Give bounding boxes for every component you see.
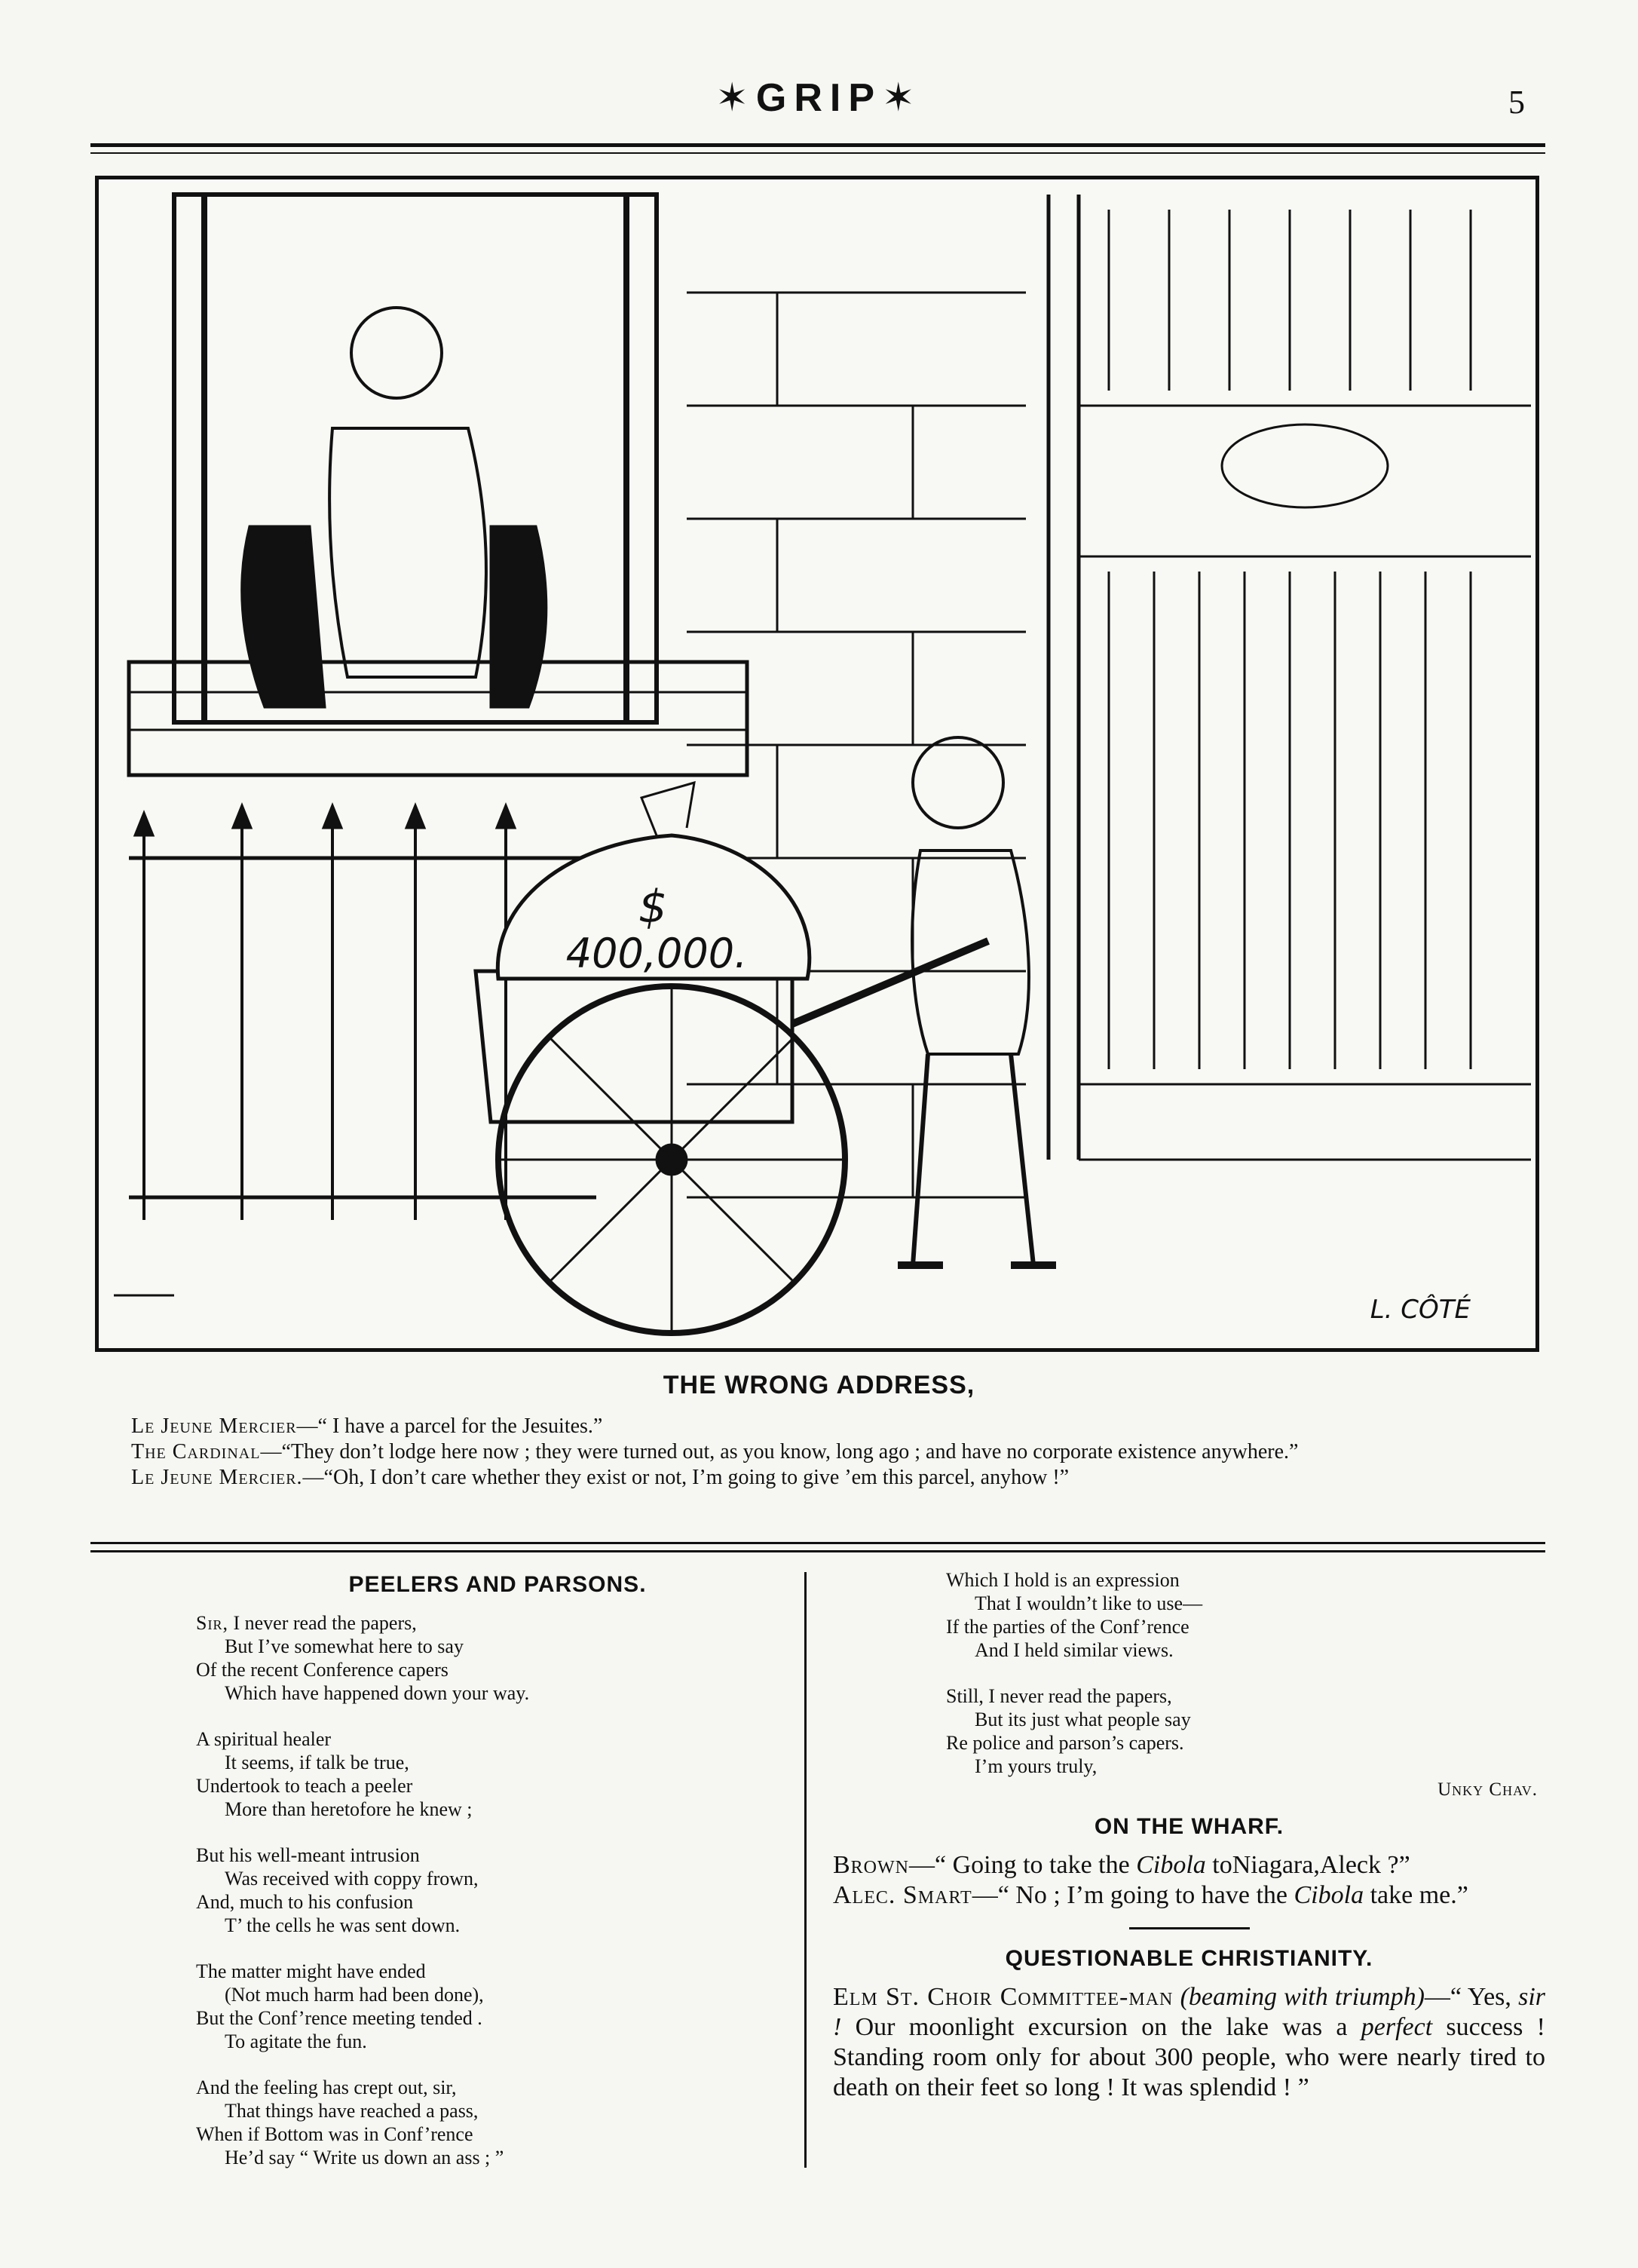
poem-stanza: [946, 1568, 1545, 1662]
masthead-rule-bottom: [90, 152, 1545, 154]
poem-line: (Not much harm had been done),: [225, 1984, 484, 2006]
dialogue-line: [83, 1465, 1560, 1491]
poem-stanza: [196, 1960, 799, 2053]
dialogue-text: —“ I have a parcel for the Jesuites.”: [296, 1414, 603, 1438]
wharf-speaker: Brown: [833, 1851, 910, 1879]
poem-line: But I’ve somewhat here to say: [225, 1635, 464, 1657]
masthead-title: ✶GRIP✶: [715, 76, 923, 120]
poem-line: It seems, if talk be true,: [225, 1752, 409, 1773]
poem-line: But the Conf’rence meeting tended .: [196, 2007, 482, 2029]
poem-line: Which I hold is an expression: [946, 1569, 1180, 1591]
bag-amount: 400,000.: [565, 930, 748, 977]
poem-line: That things have reached a pass,: [225, 2100, 479, 2122]
cartoon-caption-title: THE WRONG ADDRESS,: [663, 1371, 975, 1399]
cartoon-drawing: [99, 179, 1535, 1348]
wharf-text: —“ Going to take the: [909, 1851, 1137, 1879]
poem-stanza: [196, 1611, 799, 1705]
poem-line: And the feeling has crept out, sir,: [196, 2076, 457, 2098]
christianity-emphasis: perfect: [1361, 2013, 1433, 2041]
poem-line: And, much to his confusion: [196, 1891, 414, 1913]
poem-line: I’m yours truly,: [975, 1755, 1098, 1777]
cartoon-dialogue: [83, 1414, 1560, 1491]
christianity-text: [833, 1982, 1545, 2103]
artist-signature: L. CÔTÉ: [1370, 1295, 1471, 1325]
left-column: [196, 1572, 799, 2192]
poem-line: More than heretofore he knew ;: [225, 1798, 473, 1820]
wharf-ship-name: Cibola: [1136, 1851, 1206, 1879]
poem-stanza: [196, 1844, 799, 1937]
poem-stanza: [196, 2076, 799, 2169]
wharf-line: [833, 1850, 1545, 1880]
wharf-text: take me.”: [1364, 1881, 1468, 1909]
christianity-part: success ! Standing room only for about 300 people, who were nearly tired to death on their feet so long ! It was splendid ! ”: [833, 2013, 1545, 2101]
poem-line: But its just what people say: [975, 1709, 1191, 1730]
wharf-text: toNiagara,Aleck ?”: [1205, 1851, 1410, 1879]
section-divider: [1129, 1927, 1250, 1929]
dialogue-line: [83, 1439, 1560, 1465]
poem-line: Was received with coppy frown,: [225, 1868, 479, 1889]
cartoon-illustration: [95, 176, 1539, 1352]
bag-dollar-sign: $: [638, 881, 668, 933]
poem-line: Undertook to teach a peeler: [196, 1775, 413, 1797]
dialogue-text: —“Oh, I don’t care whether they exist or not, I’m going to give ’em this parcel, anyhow !”: [302, 1466, 1070, 1489]
poem-title: PEELERS AND PARSONS.: [348, 1572, 647, 1597]
dialogue-speaker: The Cardinal: [131, 1440, 261, 1463]
christianity-speaker: Elm St. Choir Committee-man: [833, 1983, 1174, 2011]
dialogue-text: —“They don’t lodge here now ; they were turned out, as you know, long ago ; and have no corporate existence anywhere.”: [260, 1440, 1299, 1463]
poem-line: And I held similar views.: [975, 1639, 1174, 1661]
poem-stanza: [946, 1684, 1545, 1778]
christianity-part: —“ Yes,: [1424, 1983, 1519, 2011]
section-rule-top: [90, 1542, 1545, 1544]
wharf-title: ON THE WHARF.: [1094, 1814, 1284, 1839]
poem-line: Still, I never read the papers,: [946, 1685, 1172, 1707]
poem-line: The matter might have ended: [196, 1960, 426, 1982]
masthead-rule-top: [90, 143, 1545, 147]
poem-line: When if Bottom was in Conf’rence: [196, 2123, 473, 2145]
poem-line: If the parties of the Conf’rence: [946, 1616, 1189, 1638]
poem-line: That I wouldn’t like to use—: [975, 1592, 1203, 1614]
poem-line: To agitate the fun.: [225, 2030, 367, 2052]
christianity-emphasis: sir !: [833, 1983, 1546, 2041]
page-number: 5: [1508, 84, 1525, 121]
poem-line: He’d say “ Write us down an ass ; ”: [225, 2147, 504, 2168]
wharf-text: —“ No ; I’m going to have the: [972, 1881, 1294, 1909]
dialogue-speaker: Le Jeune Mercier: [131, 1414, 297, 1438]
poem-signature: Unky Chav.: [1437, 1779, 1538, 1800]
column-divider: [804, 1572, 807, 2168]
poem-line: T’ the cells he was sent down.: [225, 1914, 461, 1936]
poem-line: A spiritual healer: [196, 1728, 332, 1750]
section-rule-bottom: [90, 1550, 1545, 1552]
christianity-title: QUESTIONABLE CHRISTIANITY.: [1005, 1946, 1373, 1971]
wharf-ship-name: Cibola: [1294, 1881, 1364, 1909]
poem-stanza: [196, 1727, 799, 1821]
poem-salutation: Sir,: [196, 1612, 228, 1634]
christianity-stage-direction: (beaming with triumph): [1180, 1983, 1425, 2011]
poem-line: Which have happened down your way.: [225, 1682, 530, 1704]
poem-line: Re police and parson’s capers.: [946, 1732, 1184, 1754]
poem-line: Of the recent Conference capers: [196, 1659, 449, 1681]
dialogue-line: [83, 1414, 1560, 1439]
christianity-part: Our moonlight excursion on the lake was a: [841, 2013, 1361, 2041]
dialogue-speaker: Le Jeune Mercier.: [131, 1466, 303, 1489]
poem-line: But his well-meant intrusion: [196, 1844, 420, 1866]
wharf-speaker: Alec. Smart: [833, 1881, 972, 1909]
wharf-line: [833, 1880, 1545, 1911]
poem-line: I never read the papers,: [233, 1612, 417, 1634]
right-column: [833, 1568, 1545, 2103]
